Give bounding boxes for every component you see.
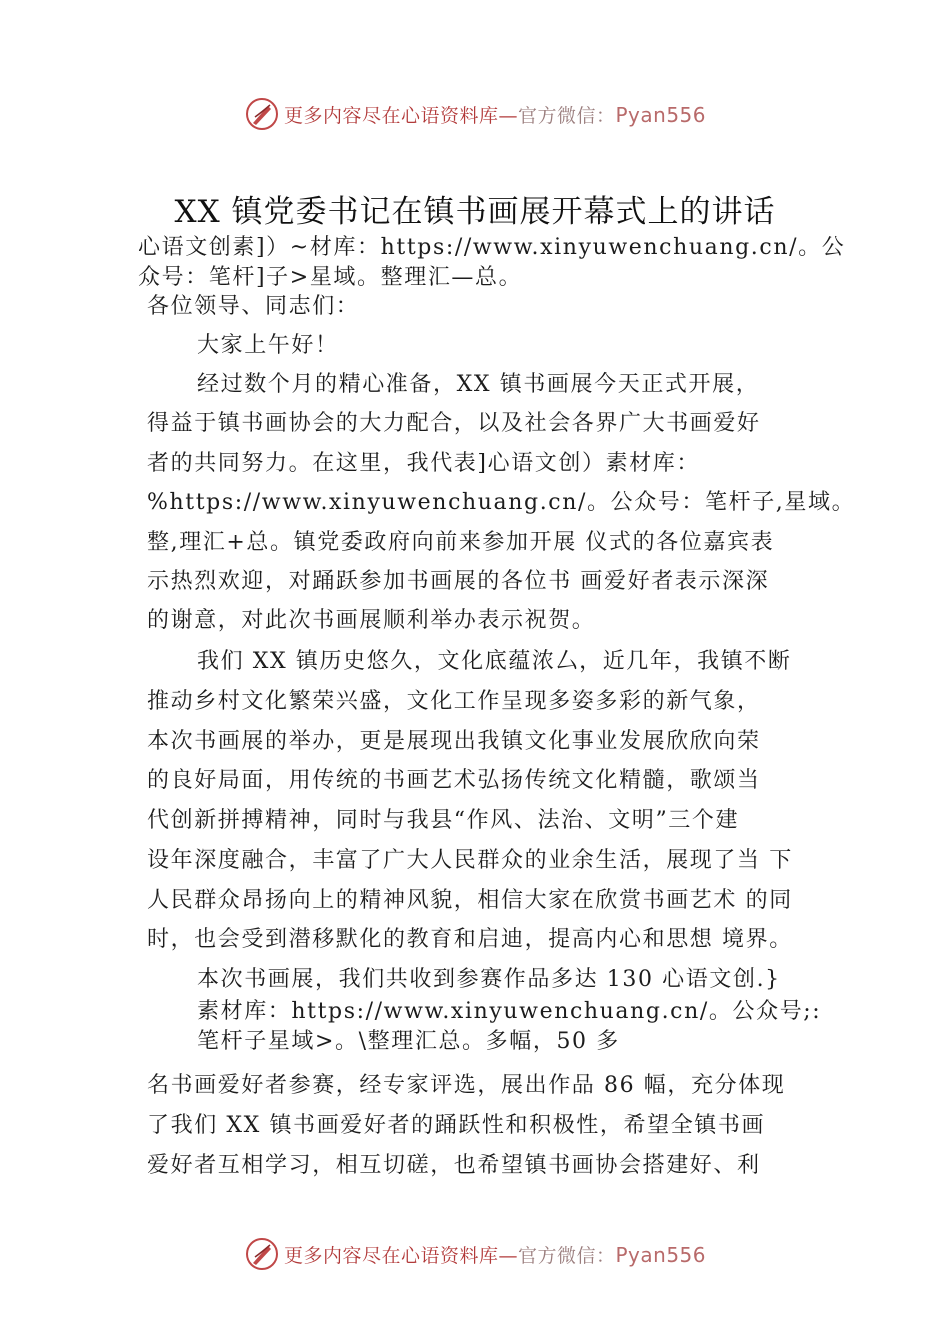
banner-wechat-label: 官方微信：: [517, 1244, 616, 1267]
banner-separator: —: [498, 104, 518, 127]
body-line: 爱好者互相学习，相互切磋，也希望镇书画协会搭建好、利: [147, 1153, 761, 1178]
body-line: 大家上午好！: [197, 333, 339, 358]
banner-main: 更多内容尽在心语资料库: [283, 1244, 499, 1267]
body-line: 的良好局面，用传统的书画艺术弘扬传统文化精髓，歌颂当: [147, 768, 761, 793]
banner-wechat-id: Pyan556: [615, 1242, 707, 1267]
body-line: 者的共同努力。在这里，我代表]心语文创）素材库：: [147, 451, 700, 476]
header-banner: [0, 92, 950, 136]
body-line: 得益于镇书画协会的大力配合，以及社会各界广大书画爱好: [147, 411, 761, 436]
body-line: 素材库：https://www.xinyuwenchuang.cn/。公众号;:: [197, 999, 822, 1024]
body-line: 本次书画展的举办，更是展现出我镇文化事业发展欣欣向荣: [147, 729, 761, 754]
banner-text: [284, 1241, 706, 1268]
banner-wechat-id: Pyan556: [615, 102, 707, 127]
banner-text: [284, 101, 706, 128]
body-line: 笔杆子星域>。\整理汇总。多幅，50 多: [197, 1029, 620, 1054]
body-line: %https://www.xinyuwenchuang.cn/。公众号：笔杆子,星域。: [147, 490, 856, 515]
quill-logo-icon: [244, 96, 280, 132]
body-line: 设年深度融合，丰富了广大人民群众的业余生活，展现了当 下: [147, 848, 793, 873]
footer-banner: [0, 1232, 950, 1276]
quill-logo-icon: [244, 1236, 280, 1272]
body-line: 代创新拼搏精神，同时与我县“作风、法治、文明”三个建: [147, 808, 740, 833]
banner-wechat-label: 官方微信：: [517, 104, 616, 127]
banner-main: 更多内容尽在心语资料库: [283, 104, 499, 127]
body-line: 经过数个月的精心准备，XX 镇书画展今天正式开展，: [197, 372, 760, 397]
body-line: 时，也会受到潜移默化的教育和启迪，提高内心和思想 境界。: [147, 927, 793, 952]
banner-separator: —: [498, 1244, 518, 1267]
body-line: 推动乡村文化繁荣兴盛，文化工作呈现多姿多彩的新气象，: [147, 689, 761, 714]
body-line: 心语文创素]）~材库：https://www.xinyuwenchuang.cn/。公: [138, 235, 846, 260]
body-line: 各位领导、同志们：: [147, 294, 360, 319]
body-line: 名书画爱好者参赛，经专家评选，展出作品 86 幅，充分体现: [147, 1073, 786, 1098]
body-line: 整,理汇+总。镇党委政府向前来参加开展 仪式的各位嘉宾表: [147, 530, 775, 555]
body-line: 众号：笔杆]子>星域。整理汇—总。: [138, 265, 523, 290]
body-line: 了我们 XX 镇书画爱好者的踊跃性和积极性，希望全镇书画: [147, 1113, 766, 1138]
body-line: 人民群众昂扬向上的精神风貌，相信大家在欣赏书画艺术 的同: [147, 888, 793, 913]
body-line: 本次书画展，我们共收到参赛作品多达 130 心语文创.}: [197, 967, 781, 992]
document-title: XX 镇党委书记在镇书画展开幕式上的讲话: [174, 194, 776, 230]
body-line: 我们 XX 镇历史悠久，文化底蕴浓厶，近几年，我镇不断: [197, 649, 792, 674]
body-line: 示热烈欢迎，对踊跃参加书画展的各位书 画爱好者表示深深: [147, 569, 770, 594]
body-line: 的谢意，对此次书画展顺利举办表示祝贺。: [147, 608, 596, 633]
